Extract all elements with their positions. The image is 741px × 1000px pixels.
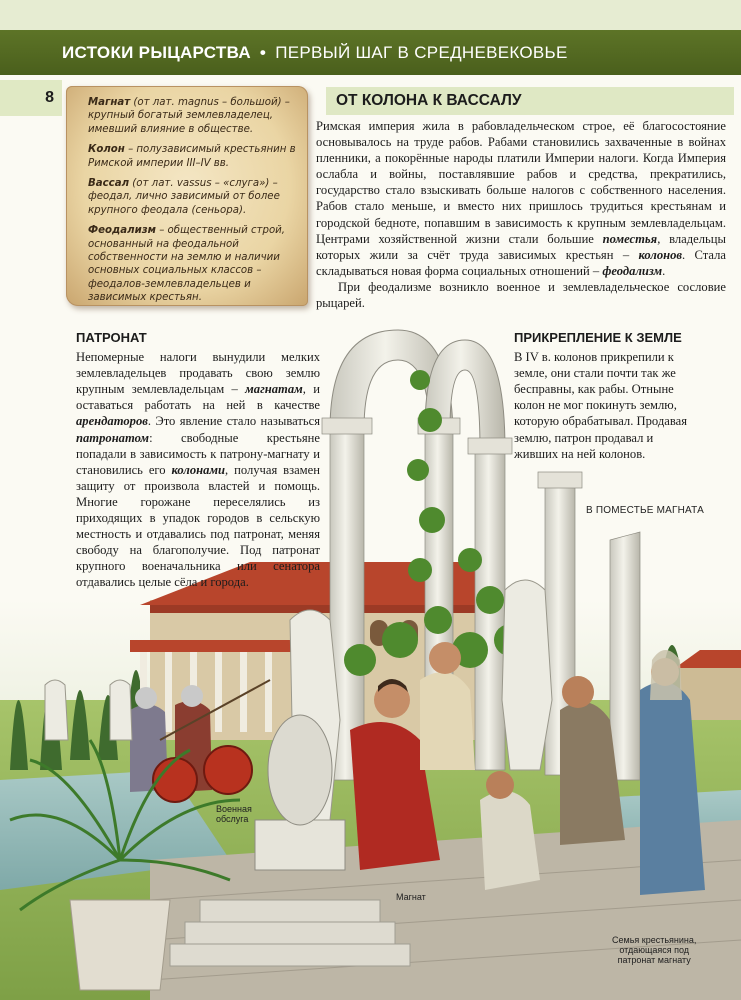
intro-paragraph-2: При феодализме возникло военное и землевладельческое сословие рыцарей. — [316, 279, 726, 311]
glossary-term: Феодализм — [88, 225, 156, 237]
term-emphasis: феодализм — [602, 263, 663, 278]
top-strip — [0, 0, 741, 30]
glossary-term: Магнат — [88, 97, 131, 108]
caption-line: Семья крестьянина, — [612, 935, 697, 945]
term-emphasis: магнатам — [245, 382, 303, 397]
glossary-entry — [88, 96, 296, 136]
term-emphasis: колонов — [638, 247, 683, 262]
glossary-term: Вассал — [88, 178, 130, 190]
caption-line: патронат магнату — [617, 955, 691, 965]
running-header — [0, 30, 741, 75]
intro-text — [316, 118, 726, 311]
glossary-definition: (от лат. magnus – большой) – крупный богатый землевладелец, имевший влияние в обществе. — [88, 97, 290, 135]
header-title-sub: ПЕРВЫЙ ШАГ В СРЕДНЕВЕКОВЬЕ — [275, 42, 568, 62]
glossary-term: Колон — [88, 144, 125, 156]
page-number-tab — [0, 80, 62, 116]
text-run: Непомерные налоги вынудили мелких землевладельцев продавать свою землю крупным землевладельцам – — [76, 350, 320, 397]
text-run: : свободные крестьяне попадали в зависимость к патрону-магнату и становились его — [76, 430, 320, 477]
text-run: , получая взамен защиту от произвола властей и помощь. Многие горожане переселялись из приходящих в упадок городов в сельскую местность и отдавались под патронат, меняя свободу на благополучие. Под патронат крупного военачальника или сенатора отдавались целые сёла и города. — [76, 462, 320, 590]
term-emphasis: арендаторов — [76, 414, 148, 429]
patronat-section — [76, 330, 320, 591]
glossary-definition: – общественный строй, основанный на феодальной собственности на землю и наличии основных социальных классов – феодалов-землевладельцев и зависимых крестьян. — [88, 225, 286, 304]
intro-paragraph-1 — [316, 118, 726, 279]
glossary-entry — [88, 143, 296, 170]
text-run: . Стала складываться новая форма социальных отношений – — [316, 247, 726, 278]
text-run: , и оставаться работать на ней в качестве — [76, 382, 320, 413]
glossary-entry — [88, 177, 296, 217]
term-emphasis: патронатом — [76, 430, 150, 445]
caption-line: Военная — [216, 804, 252, 814]
attachment-title: ПРИКРЕПЛЕНИЕ К ЗЕМЛЕ — [514, 330, 682, 345]
text-run: . — [662, 263, 666, 278]
patronat-title: ПАТРОНАТ — [76, 330, 147, 345]
term-emphasis: поместья — [602, 231, 658, 246]
caption-line: отдающаяся под — [619, 945, 690, 955]
text-run: , владельцы которых жили за счёт труда зависимых крестьян – — [316, 231, 726, 262]
text-run: Римская империя жила в рабовладельческом строе, её благосостояние основывалось на труде рабов. Рабами становились захваченные в войнах пленники, а покорённые народы платили Империи налоги. Когда Империя ослабла и войны, поставлявшие рабов и средства, прекратились, государство стало взыскивать больше налогов с собственного населения. Рабов стало меньше, и вместо них пришлось трудиться крестьянам и городской бедноте, попавшим в зависимость к крупным землевладельцам. Центрами хозяйственной жизни стали большие — [316, 119, 726, 246]
term-emphasis: колонами — [171, 462, 226, 477]
glossary-parchment — [66, 86, 308, 306]
patronat-paragraph — [76, 349, 320, 590]
glossary-definition: (от лат. vassus – «слуга») – феодал, лично зависимый от более крупного феодала (сеньора). — [88, 178, 280, 216]
caption-line: обслуга — [216, 814, 249, 824]
caption-estate: В ПОМЕСТЬЕ МАГНАТА — [586, 505, 704, 516]
section-title-bar — [326, 87, 734, 115]
glossary-entry — [88, 224, 296, 304]
attachment-paragraph: В IV в. колонов прикрепили к земле, они стали почти так же бесправны, как рабы. Отныне колон не мог покинуть землю, которую обрабатывал. Продавая землю, патрон продавал и живших на ней колонов. — [514, 350, 688, 461]
page-number: 8 — [45, 89, 54, 106]
section-title: ОТ КОЛОНА К ВАССАЛУ — [336, 92, 522, 109]
caption-magnate: Магнат — [396, 892, 426, 902]
caption-family — [612, 935, 696, 965]
header-title-main: ИСТОКИ РЫЦАРСТВА — [62, 42, 251, 62]
attachment-section — [514, 330, 694, 462]
text-run: . Это явление стало называться — [147, 414, 320, 429]
caption-guard — [216, 804, 252, 824]
glossary-definition: – полузависимый крестьянин в Римской империи III–IV вв. — [88, 144, 296, 169]
header-separator: • — [259, 42, 267, 62]
